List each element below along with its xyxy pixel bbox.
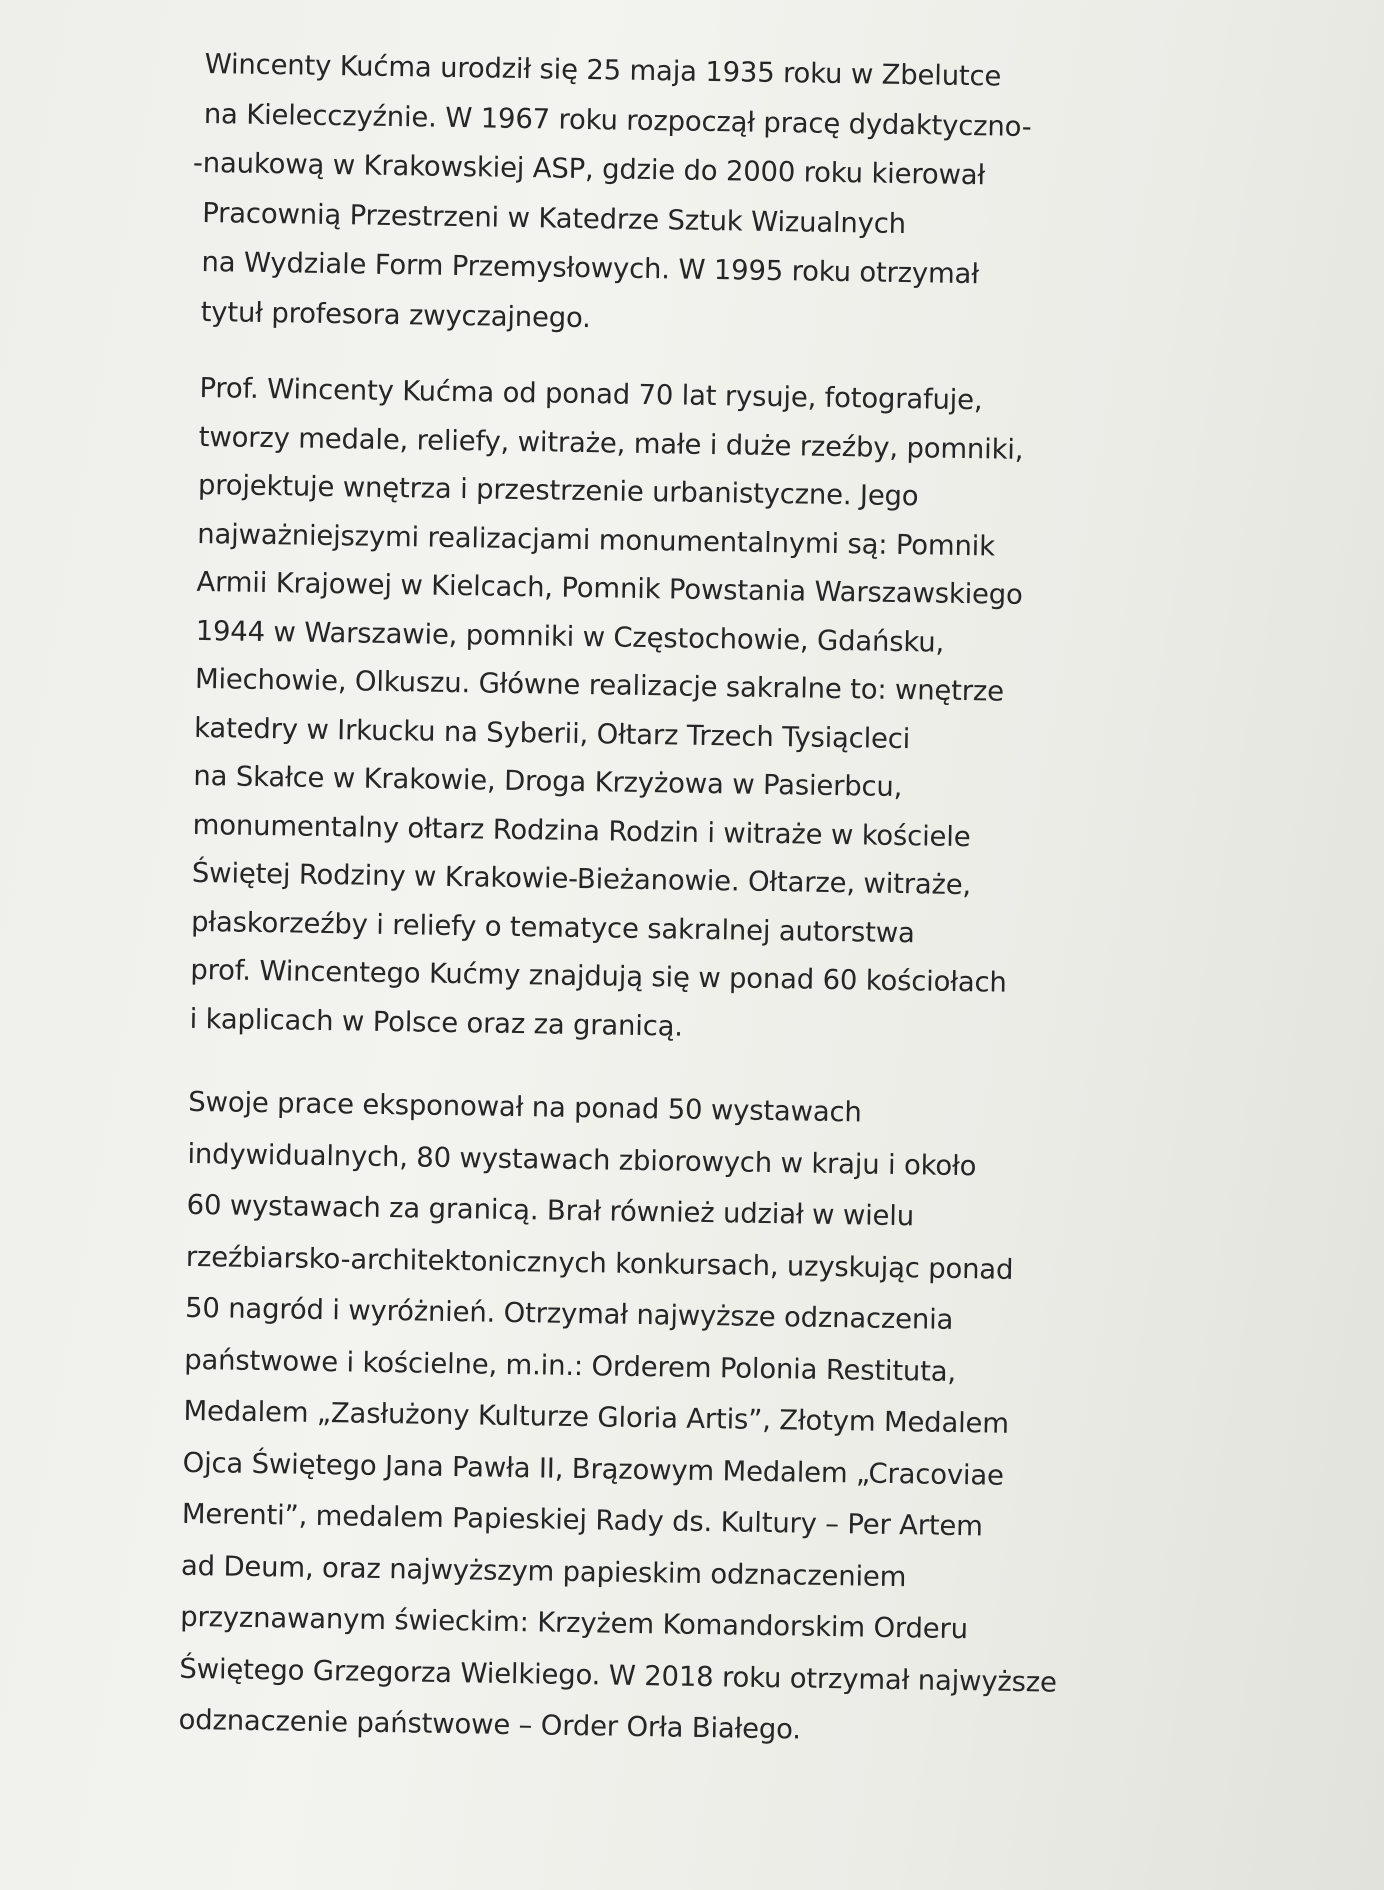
biography-text	[178, 40, 1085, 1760]
text-line: płaskorzeźby i reliefy o tematyce sakralnej autorstwa	[190, 905, 915, 949]
text-line: Pracownią Przestrzeni w Katedrze Sztuk Wizualnych	[202, 196, 907, 240]
biography-paragraph-3	[178, 1077, 1068, 1760]
text-line: tytuł profesora zwyczajnego.	[200, 295, 591, 334]
biography-paragraph-1	[192, 40, 1085, 351]
text-line: Świętego Grzegorza Wielkiego. W 2018 roku otrzymał najwyższe	[179, 1652, 1058, 1699]
text-line: rzeźbiarsko-architektonicznych konkursach, uzyskując ponad	[185, 1240, 1014, 1286]
text-line: ad Deum, oraz najwyższym papieskim odznaczeniem	[180, 1549, 907, 1593]
text-line: i kaplicach w Polsce oraz za granicą.	[189, 1002, 684, 1043]
text-line: państwowe i kościelne, m.in.: Orderem Polonia Restituta,	[184, 1343, 957, 1388]
text-line: 1944 w Warszawie, pomniki w Częstochowie, Gdańsku,	[195, 614, 945, 659]
text-line: Medalem „Zasłużony Kulturze Gloria Artis”, Złotym Medalem	[183, 1394, 1010, 1440]
text-line: Swoje prace eksponował na ponad 50 wystawach	[188, 1085, 862, 1129]
text-line: najważniejszymi realizacjami monumentalnymi są: Pomnik	[196, 517, 996, 562]
text-line: Prof. Wincenty Kućma od ponad 70 lat rysuje, fotografuje,	[199, 371, 983, 417]
text-line: przyznawanym świeckim: Krzyżem Komandorskim Orderu	[179, 1600, 969, 1646]
text-line: Wincenty Kućma urodził się 25 maja 1935 roku w Zbelutce	[204, 47, 1002, 93]
biography-paragraph-2	[189, 364, 1080, 1057]
text-line: indywidualnych, 80 wystawach zbiorowych w kraju i około	[187, 1137, 977, 1182]
text-line: projektuje wnętrza i przestrzenie urbanistyczne. Jego	[197, 468, 919, 513]
text-line: Merenti”, medalem Papieskiej Rady ds. Kultury – Per Artem	[181, 1497, 983, 1543]
text-line: tworzy medale, reliefy, witraże, małe i duże rzeźby, pomniki,	[198, 420, 1024, 466]
text-line: na Kielecczyźnie. W 1967 roku rozpoczął pracę dydaktyczno-	[203, 97, 1032, 143]
text-line: odznaczenie państwowe – Order Orła Białego.	[178, 1703, 802, 1746]
text-line: 60 wystawach za granicą. Brał również udział w wielu	[186, 1188, 915, 1233]
text-line: Ojca Świętego Jana Pawła II, Brązowym Medalem „Cracoviae	[182, 1446, 1004, 1492]
text-line: prof. Wincentego Kućmy znajdują się w ponad 60 kościołach	[190, 953, 1007, 999]
text-line: katedry w Irkucku na Syberii, Ołtarz Trzech Tysiącleci	[193, 711, 911, 755]
text-line: Miechowie, Olkuszu. Główne realizacje sakralne to: wnętrze	[194, 662, 1005, 708]
text-line: -naukową w Krakowskiej ASP, gdzie do 2000 roku kierował	[192, 146, 986, 192]
text-line: na Wydziale Form Przemysłowych. W 1995 roku otrzymał	[201, 245, 980, 291]
text-line: na Skałce w Krakowie, Droga Krzyżowa w Pasierbcu,	[193, 759, 903, 804]
text-line: monumentalny ołtarz Rodzina Rodzin i witraże w kościele	[192, 808, 971, 853]
text-line: 50 nagród i wyróżnień. Otrzymał najwyższe odznaczenia	[184, 1291, 954, 1336]
text-line: Świętej Rodziny w Krakowie-Bieżanowie. Ołtarze, witraże,	[191, 856, 972, 902]
text-line: Armii Krajowej w Kielcach, Pomnik Powstania Warszawskiego	[196, 565, 1023, 611]
